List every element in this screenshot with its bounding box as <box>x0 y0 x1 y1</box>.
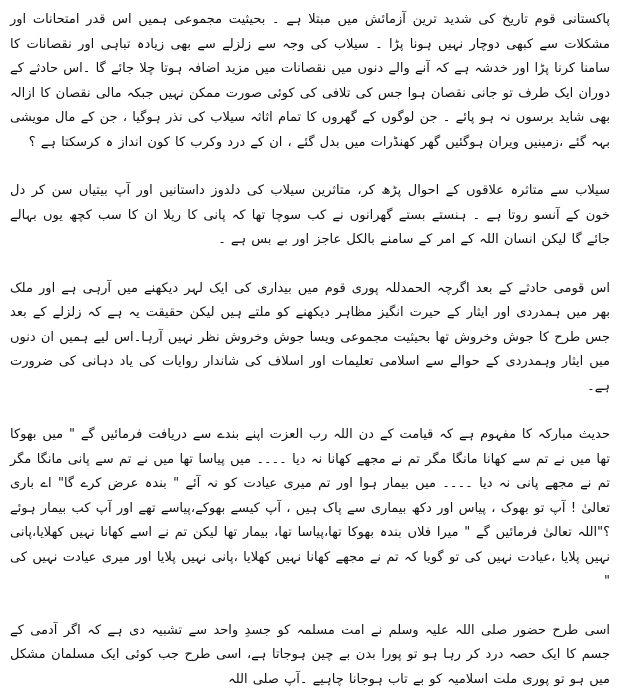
article-paragraph-1: پاکستانی قوم تاریخ کی شدید ترین آزمائش میں مبتلا ہے ۔ بحیثیت مجموعی ہمیں اس قدر امتحانات اور مشکلات سے کبھی دوچار نہیں ہونا پڑا ۔ سیلاب کی وجہ سے زلزلے سے بھی زیادہ تباہی اور نقصانات کا سامنا کرنا پڑا اور خدشہ ہے کہ آنے والے دنوں میں نقصانات میں مزید اضافہ ہوتا چلا جائے گا ۔اس حادثے کے دوران ایک طرف تو جانی نقصان ہوا جس کی تلافی کی کوئی صورت ممکن نہیں جبکہ مالی نقصان کا ازالہ بھی شاید برسوں نہ ہو پائے ۔ جن لوگوں کے گھروں کا تمام اثاثہ سیلاب کی نذر ہوگیا ، جن کے مال مویشی بہہ گئے ،زمینیں ویران ہوگئیں گھر کھنڈرات میں بدل گئے ، ان کے درد وکرب کا کون انداز ہ کرسکتا ہے ؟ <box>10 8 610 155</box>
article-paragraph-4: حدیث مبارکہ کا مفہوم ہے کہ قیامت کے دن اللہ رب العزت اپنے بندے سے دریافت فرمائیں گے " میں بھوکا تھا میں نے تم سے کھانا مانگا مگر تم نے مجھے کھانا نہ دیا ۔۔۔۔ میں پیاسا تھا میں نے تم سے پانی مانگا مگر تم نے مجھے پانی نہ دیا ۔۔۔۔ میں بیمار ہوا اور تم میری عیادت کو نہ آئے " بندہ عرض کرے گا" اے باری تعالیٰ ! آپ تو بھوک ، پیاس اور دکھ بیماری سے پاک ہیں ، آپ کیسے بھوکے،پیاسے تھے اور آپ کب بیمار ہوئے ؟"اللہ تعالیٰ فرمائیں گے " میرا فلاں بندہ بھوکا تھا،پیاسا تھا، بیمار تھا لیکن تم نے اسے کھانا نہیں کھلایا،پانی نہیں پلایا ،عیادت نہیں کی تو گویا کہ تم نے مجھے کھانا نہیں کھلایا ،پانی نہیں پلایا اور میری عیادت نہیں کی " <box>10 423 610 595</box>
article-paragraph-3: اس قومی حادثے کے بعد اگرچہ الحمدللہ پوری قوم میں بیداری کی ایک لہر دیکھنے میں آرہی ہے اور ملک بھر میں ہمدردی اور ایثار کے حیرت انگیز مظاہر دیکھنے کو ملتے ہیں لیکن حقیقت یہ ہے کہ زلزلے کے بعد جس طرح کا جوش وخروش تھا بحیثیت مجموعی ویسا جوش وخروش نظر نہیں آرہا۔اس لیے ہمیں ان دنوں میں ایثار وہمدردی کے حوالے سے اسلامی تعلیمات اور اسلاف کی شاندار روایات کی یاد دہانی کی ضرورت ہے۔ <box>10 277 610 400</box>
article-paragraph-2: سیلاب سے متاثرہ علاقوں کے احوال پڑھ کر، متاثرین سیلاب کی دلدوز داستانیں اور آپ بیتیاں سن کر دل خون کے آنسو روتا ہے ۔ ہنستے بستے گھرانوں نے کب سوچا تھا کہ پانی کا ریلا ان کا سب کچھ یوں بہالے جائے گا لیکن انسان اللہ کے امر کے سامنے بالکل عاجز اور بے بس ہے ۔ <box>10 179 610 253</box>
article-paragraph-5: اسی طرح حضور صلی اللہ علیہ وسلم نے امت مسلمہ کو جسدِ واحد سے تشبیہ دی ہے کہ اگر آدمی کے جسم کا ایک حصہ درد کر رہا ہو تو پورا بدن بے چین ہوجاتا ہے، اسی طرح جب کوئی ایک مسلمان مشکل میں ہو تو پوری ملت اسلامیہ کو بے تاب ہوجانا چاہیے ۔آپ صلی اللہ <box>10 619 610 692</box>
